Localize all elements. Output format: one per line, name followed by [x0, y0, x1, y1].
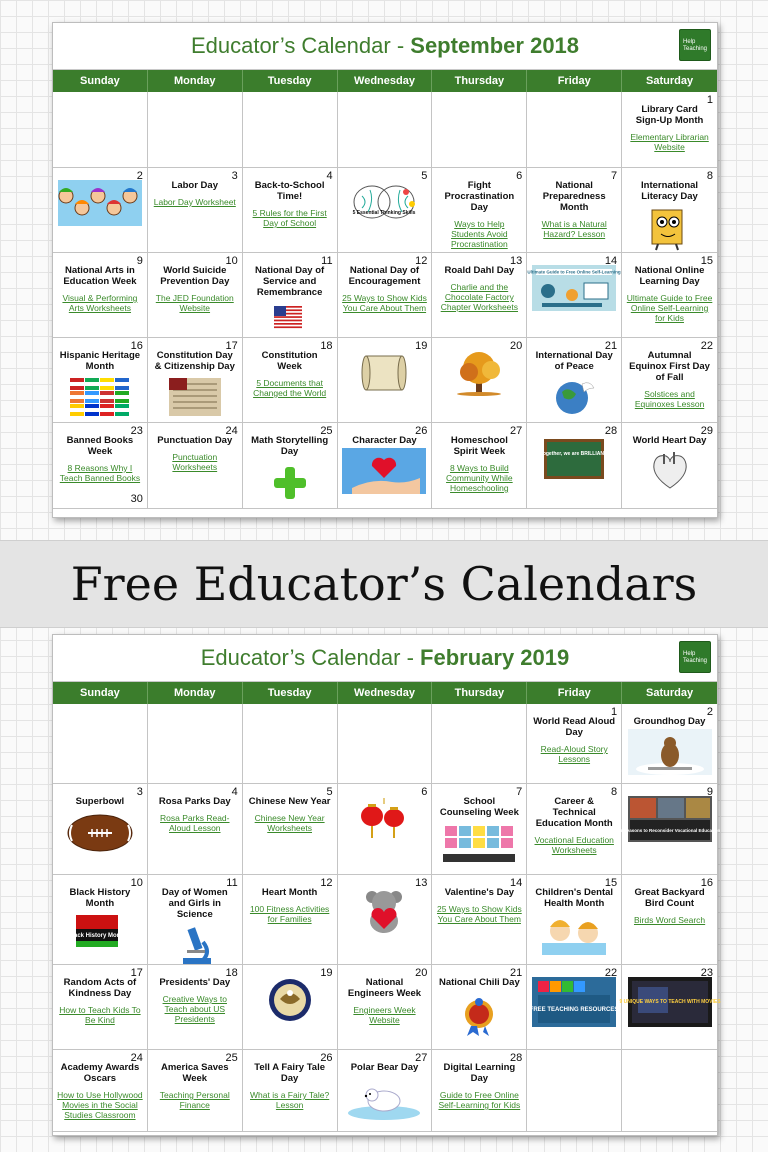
- event-title: Roald Dahl Day: [444, 265, 515, 276]
- scroll-image: [338, 350, 432, 405]
- day-number: 14: [510, 877, 523, 889]
- self-learning-infographic-image: [527, 265, 621, 320]
- teddy-bear-heart-image: [338, 887, 432, 942]
- event-title: Math Storytelling Day: [251, 435, 329, 457]
- day-cell-7: [432, 784, 527, 875]
- resource-link[interactable]: Visual & Performing Arts Worksheets: [62, 293, 138, 313]
- day-cell-20: [338, 965, 433, 1050]
- weekday-saturday: Saturday: [646, 75, 694, 87]
- resource-link[interactable]: Guide to Free Online Self-Learning for Kids: [438, 1090, 521, 1110]
- teaching-resources-image: [527, 977, 621, 1032]
- day-cell-2: [622, 704, 717, 784]
- day-cell-1: [622, 92, 717, 168]
- day-number: 29: [700, 425, 713, 437]
- day-number: 18: [320, 340, 333, 352]
- empty-cell: [243, 92, 338, 168]
- day-number: 25: [320, 425, 333, 437]
- event-title: Great Backyard Bird Count: [634, 887, 705, 909]
- day-number: 12: [320, 877, 333, 889]
- image-caption: 5 Reasons to Reconsider Vocational Education: [619, 828, 720, 833]
- day-cell-2: [53, 168, 148, 253]
- book-character-image: [622, 204, 717, 255]
- weekday-friday: Friday: [527, 70, 622, 92]
- empty-cell: [148, 92, 243, 168]
- day-cell-3: [53, 784, 148, 875]
- event-title: Banned Books Week: [66, 435, 134, 457]
- event-title: Valentine's Day: [444, 887, 515, 898]
- help-teaching-logo: Help Teaching: [679, 641, 711, 673]
- event-title: Back-to-School Time!: [254, 180, 325, 202]
- weekday-tuesday: Tuesday: [243, 70, 338, 92]
- day-cell-8: [622, 168, 717, 253]
- day-cell-21: [527, 338, 622, 423]
- resource-link[interactable]: Solstices and Equinoxes Lesson: [634, 389, 705, 409]
- day-number: 28: [510, 1052, 523, 1064]
- event-title: Tell A Fairy Tale Day: [254, 1062, 325, 1084]
- resource-link[interactable]: What is a Fairy Tale? Lesson: [250, 1090, 330, 1110]
- day-number-secondary: 30: [130, 493, 143, 505]
- day-cell-18: [243, 338, 338, 423]
- weekday-tuesday: Tuesday: [243, 682, 338, 704]
- event-title: Constitution Day & Citizenship Day: [154, 350, 235, 372]
- event-title: Library Card Sign-Up Month: [635, 104, 704, 126]
- day-number: 6: [421, 786, 428, 798]
- day-cell-23: [619, 965, 721, 1050]
- day-cell-15: [527, 875, 622, 965]
- day-cell-3: [148, 168, 243, 253]
- empty-cell: [338, 92, 433, 168]
- day-number: 19: [415, 340, 428, 352]
- empty-cell: [148, 704, 243, 784]
- event-title: Heart Month: [261, 887, 318, 898]
- event-title: Polar Bear Day: [350, 1062, 419, 1073]
- weekday-header: [53, 70, 717, 92]
- day-number: 12: [415, 255, 428, 267]
- image-caption: 9 UNIQUE WAYS TO TEACH WITH MOVIES: [619, 999, 721, 1005]
- day-number: 6: [516, 170, 523, 182]
- event-title: Presidents' Day: [159, 977, 231, 988]
- day-number: 10: [130, 877, 143, 889]
- event-title: Academy Awards Oscars: [60, 1062, 140, 1084]
- event-title: National Day of Service and Remembrance: [255, 265, 325, 298]
- resource-link[interactable]: Elementary Librarian Website: [630, 132, 709, 152]
- day-number: 28: [604, 425, 618, 437]
- day-cell-28: [527, 423, 622, 509]
- day-cell-22: [527, 965, 622, 1050]
- calendar-september-2018: [52, 22, 718, 518]
- event-title: National Arts in Education Week: [63, 265, 137, 287]
- day-number: 22: [604, 967, 618, 979]
- day-cell-8: [527, 784, 622, 875]
- day-cell-9: [619, 784, 720, 875]
- day-number: 27: [510, 425, 523, 437]
- event-title: Fight Procrastination Day: [444, 180, 515, 213]
- day-number: 18: [225, 967, 238, 979]
- day-cell-5: [243, 784, 338, 875]
- resource-link[interactable]: 5 Rules for the First Day of School: [252, 208, 327, 228]
- day-number: 17: [130, 967, 143, 979]
- day-cell-4: [243, 168, 338, 253]
- counseling-faces-image: [432, 820, 526, 871]
- image-caption: Ultimate Guide to Free Online Self-Learning: [527, 269, 621, 275]
- day-cell-23: [53, 423, 148, 509]
- day-cell-5: [338, 168, 433, 253]
- day-cell-12: [338, 253, 433, 338]
- event-title: World Heart Day: [632, 435, 707, 446]
- day-number: 19: [320, 967, 333, 979]
- empty-cell: [432, 704, 527, 784]
- help-teaching-logo: Help Teaching: [679, 29, 711, 61]
- chili-ribbon-image: [432, 990, 526, 1041]
- autumn-tree-image: [432, 350, 526, 405]
- empty-cell: [432, 92, 527, 168]
- day-number: 7: [611, 170, 618, 182]
- day-cell-18: [148, 965, 243, 1050]
- day-number: 2: [706, 706, 713, 718]
- resource-link[interactable]: What is a Natural Hazard? Lesson: [541, 219, 607, 239]
- empty-cell: [527, 1050, 622, 1132]
- weekday-thursday: Thursday: [432, 682, 527, 704]
- resource-link[interactable]: Birds Word Search: [633, 915, 706, 925]
- image-caption: 5 Essential Thinking Skills: [353, 210, 416, 216]
- event-title: World Suicide Prevention Day: [160, 265, 230, 287]
- day-cell-27: [338, 1050, 433, 1132]
- empty-cell: [338, 704, 433, 784]
- heart-hand-image: [338, 448, 432, 499]
- day-number: 27: [415, 1052, 428, 1064]
- empty-cell: [53, 92, 148, 168]
- day-cell-11: [243, 253, 338, 338]
- day-number: 16: [130, 340, 143, 352]
- resource-link[interactable]: Vocational Education Worksheets: [534, 835, 614, 855]
- day-number: 21: [604, 340, 618, 352]
- day-number: 17: [225, 340, 238, 352]
- day-cell-24: [53, 1050, 148, 1132]
- day-cell-17: [53, 965, 148, 1050]
- day-cell-29: [622, 423, 717, 509]
- day-number: 15: [604, 877, 618, 889]
- event-title: National Day of Encouragement: [348, 265, 421, 287]
- day-cell-16: [53, 338, 148, 423]
- event-title: America Saves Week: [160, 1062, 229, 1084]
- day-number: 14: [604, 255, 618, 267]
- day-cell-6: [432, 168, 527, 253]
- day-number: 13: [415, 877, 428, 889]
- empty-cell: [622, 1050, 717, 1132]
- day-number: 26: [320, 1052, 333, 1064]
- day-cell-15: [622, 253, 717, 338]
- day-cell-9: [53, 253, 148, 338]
- dental-kids-image: [527, 911, 621, 962]
- empty-cell: [527, 92, 622, 168]
- chalkboard-image: [527, 435, 621, 490]
- day-cell-26: [243, 1050, 338, 1132]
- weekday-monday: Monday: [148, 70, 243, 92]
- day-number: 8: [611, 786, 618, 798]
- resource-link[interactable]: Engineers Week Website: [353, 1005, 416, 1025]
- day-cell-14: [527, 253, 622, 338]
- day-cell-16: [622, 875, 717, 965]
- kids-faces-image: [53, 180, 147, 235]
- day-cell-17: [148, 338, 243, 423]
- empty-cell: [53, 704, 148, 784]
- event-title: National Engineers Week: [347, 977, 422, 999]
- event-title: School Counseling Week: [439, 796, 519, 818]
- calendar-title: [53, 23, 717, 70]
- event-title: Children's Dental Health Month: [535, 887, 614, 909]
- day-number: 2: [136, 170, 143, 182]
- event-title: National Preparedness Month: [542, 180, 606, 213]
- weekday-wednesday: Wednesday: [338, 70, 433, 92]
- weekday-sunday: Sunday: [53, 70, 148, 92]
- day-cell-26: [338, 423, 433, 509]
- day-number: 8: [706, 170, 713, 182]
- day-cell-13: [432, 253, 527, 338]
- day-cell-11: [148, 875, 243, 965]
- day-number: 16: [700, 877, 713, 889]
- teach-with-movies-image: [619, 977, 721, 1032]
- heart-sketch-image: [622, 448, 717, 499]
- day-cell-13: [338, 875, 433, 965]
- banner-heading: Free Educator’s Calendars: [0, 540, 768, 628]
- day-number: 25: [225, 1052, 238, 1064]
- calendar-title-prefix: Educator’s Calendar -: [200, 645, 421, 670]
- day-number: 10: [225, 255, 238, 267]
- football-image: [53, 809, 147, 860]
- resource-link[interactable]: 25 Ways to Show Kids You Care About Them: [436, 904, 522, 924]
- resource-link[interactable]: Ultimate Guide to Free Online Self-Learning for Kids: [626, 293, 713, 323]
- day-cell-25: [243, 423, 338, 509]
- day-cell-24: [148, 423, 243, 509]
- day-cell-25: [148, 1050, 243, 1132]
- day-number: 24: [225, 425, 238, 437]
- day-number: 7: [516, 786, 523, 798]
- day-number: 24: [130, 1052, 143, 1064]
- event-title: Hispanic Heritage Month: [59, 350, 141, 372]
- event-title: Constitution Week: [261, 350, 318, 372]
- event-title: Chinese New Year: [248, 796, 331, 807]
- weekday-header: [53, 682, 717, 704]
- day-number: 9: [706, 786, 713, 798]
- day-number: 23: [700, 967, 713, 979]
- event-title: Autumnal Equinox First Day of Fall: [629, 350, 710, 383]
- day-cell-10: [53, 875, 148, 965]
- resource-link[interactable]: Charlie and the Chocolate Factory Chapter Worksheets: [440, 282, 519, 312]
- resource-link[interactable]: Rosa Parks Read-Aloud Lesson: [160, 813, 230, 833]
- day-number: 20: [415, 967, 428, 979]
- globe-dove-image: [527, 374, 621, 425]
- image-caption: Black History Month: [67, 933, 126, 939]
- calendar-title-month: February 2019: [420, 645, 570, 670]
- brain-thinking-skills-image: [338, 180, 432, 235]
- plus-sign-image: [243, 459, 337, 510]
- day-number: 13: [510, 255, 523, 267]
- day-cell-20: [432, 338, 527, 423]
- day-number: 1: [611, 706, 618, 718]
- resource-link[interactable]: Chinese New Year Worksheets: [254, 813, 325, 833]
- day-cell-1: [527, 704, 622, 784]
- day-number: 1: [706, 94, 713, 106]
- resource-link[interactable]: 8 Reasons Why I Teach Banned Books: [59, 463, 141, 483]
- day-number: 9: [136, 255, 143, 267]
- event-title: Character Day: [352, 435, 417, 446]
- event-title: Digital Learning Day: [443, 1062, 516, 1084]
- day-number: 26: [415, 425, 428, 437]
- day-cell-6: [338, 784, 433, 875]
- day-cell-7: [527, 168, 622, 253]
- vocational-collage-image: [619, 796, 720, 851]
- day-number: 5: [421, 170, 428, 182]
- day-cell-28: [432, 1050, 527, 1132]
- resource-link[interactable]: The JED Foundation Website: [155, 293, 234, 313]
- resource-link[interactable]: Ways to Help Students Avoid Procrastination: [451, 219, 508, 249]
- empty-cell: [243, 704, 338, 784]
- resource-link[interactable]: 8 Ways to Build Community While Homeschooling: [446, 463, 513, 493]
- event-title: Homeschool Spirit Week: [450, 435, 508, 457]
- day-number: 20: [510, 340, 523, 352]
- event-title: National Online Learning Day: [634, 265, 705, 287]
- weekday-saturday: Saturday: [646, 687, 694, 699]
- resource-link[interactable]: Punctuation Worksheets: [172, 452, 218, 472]
- day-cell-14: [432, 875, 527, 965]
- resource-link[interactable]: Creative Ways to Teach about US Presidents: [162, 994, 227, 1024]
- day-number: 5: [326, 786, 333, 798]
- event-title: World Read Aloud Day: [533, 716, 616, 738]
- event-title: Random Acts of Kindness Day: [63, 977, 137, 999]
- day-number: 23: [130, 425, 143, 437]
- day-cell-10: [148, 253, 243, 338]
- event-title: International Day of Peace: [535, 350, 613, 372]
- event-title: Groundhog Day: [633, 716, 706, 727]
- resource-link[interactable]: 100 Fitness Activities for Families: [249, 904, 330, 924]
- day-cell-12: [243, 875, 338, 965]
- polar-bear-image: [338, 1075, 432, 1126]
- day-number: 15: [700, 255, 713, 267]
- day-number: 21: [510, 967, 523, 979]
- resource-link[interactable]: Teaching Personal Finance: [159, 1090, 230, 1110]
- weekday-monday: Monday: [148, 682, 243, 704]
- event-title: Career & Technical Education Month: [535, 796, 613, 829]
- weekday-friday: Friday: [527, 682, 622, 704]
- resource-link[interactable]: 25 Ways to Show Kids You Care About Them: [342, 293, 427, 313]
- resource-link[interactable]: How to Use Hollywood Movies in the Social Studies Classroom: [57, 1090, 143, 1120]
- day-number: 4: [231, 786, 238, 798]
- weekday-thursday: Thursday: [432, 70, 527, 92]
- day-number: 11: [226, 877, 238, 889]
- event-title: Labor Day: [171, 180, 218, 191]
- calendar-february-2019: [52, 634, 721, 1136]
- resource-link[interactable]: Labor Day Worksheet: [153, 197, 236, 207]
- calendar-grid: [53, 92, 717, 509]
- resource-link[interactable]: How to Teach Kids To Be Kind: [59, 1005, 141, 1025]
- day-cell-27: [432, 423, 527, 509]
- presidential-seal-image: [243, 977, 337, 1032]
- day-cell-19: [338, 338, 433, 423]
- flags-collage-image: [53, 374, 147, 425]
- event-title: Rosa Parks Day: [158, 796, 231, 807]
- event-title: Black History Month: [69, 887, 131, 909]
- weekday-wednesday: Wednesday: [338, 682, 433, 704]
- day-number: 3: [136, 786, 143, 798]
- day-number: 22: [700, 340, 713, 352]
- calendar-grid: [53, 704, 721, 1132]
- weekday-sunday: Sunday: [53, 682, 148, 704]
- calendar-title-prefix: Educator’s Calendar -: [190, 33, 411, 58]
- event-title: Punctuation Day: [157, 435, 233, 446]
- day-number: 11: [321, 255, 333, 267]
- event-title: National Chili Day: [438, 977, 520, 988]
- resource-link[interactable]: Read-Aloud Story Lessons: [540, 744, 608, 764]
- day-cell-22: [622, 338, 717, 423]
- event-title: Day of Women and Girls in Science: [161, 887, 228, 920]
- constitution-document-image: [148, 374, 242, 425]
- day-cell-4: [148, 784, 243, 875]
- day-cell-21: [432, 965, 527, 1050]
- day-number: 4: [326, 170, 333, 182]
- calendar-title-month: September 2018: [410, 33, 580, 58]
- event-title: Superbowl: [75, 796, 125, 807]
- black-history-book-image: [53, 911, 147, 962]
- image-caption: Together, we are BRILLIANT.: [540, 451, 609, 457]
- calendar-title: [53, 635, 717, 682]
- day-number: 3: [231, 170, 238, 182]
- groundhog-image: [622, 729, 717, 780]
- resource-link[interactable]: 5 Documents that Changed the World: [253, 378, 327, 398]
- day-cell-19: [243, 965, 338, 1050]
- lanterns-image: [338, 796, 432, 851]
- image-caption: FREE TEACHING RESOURCES: [529, 1007, 619, 1013]
- event-title: International Literacy Day: [641, 180, 699, 202]
